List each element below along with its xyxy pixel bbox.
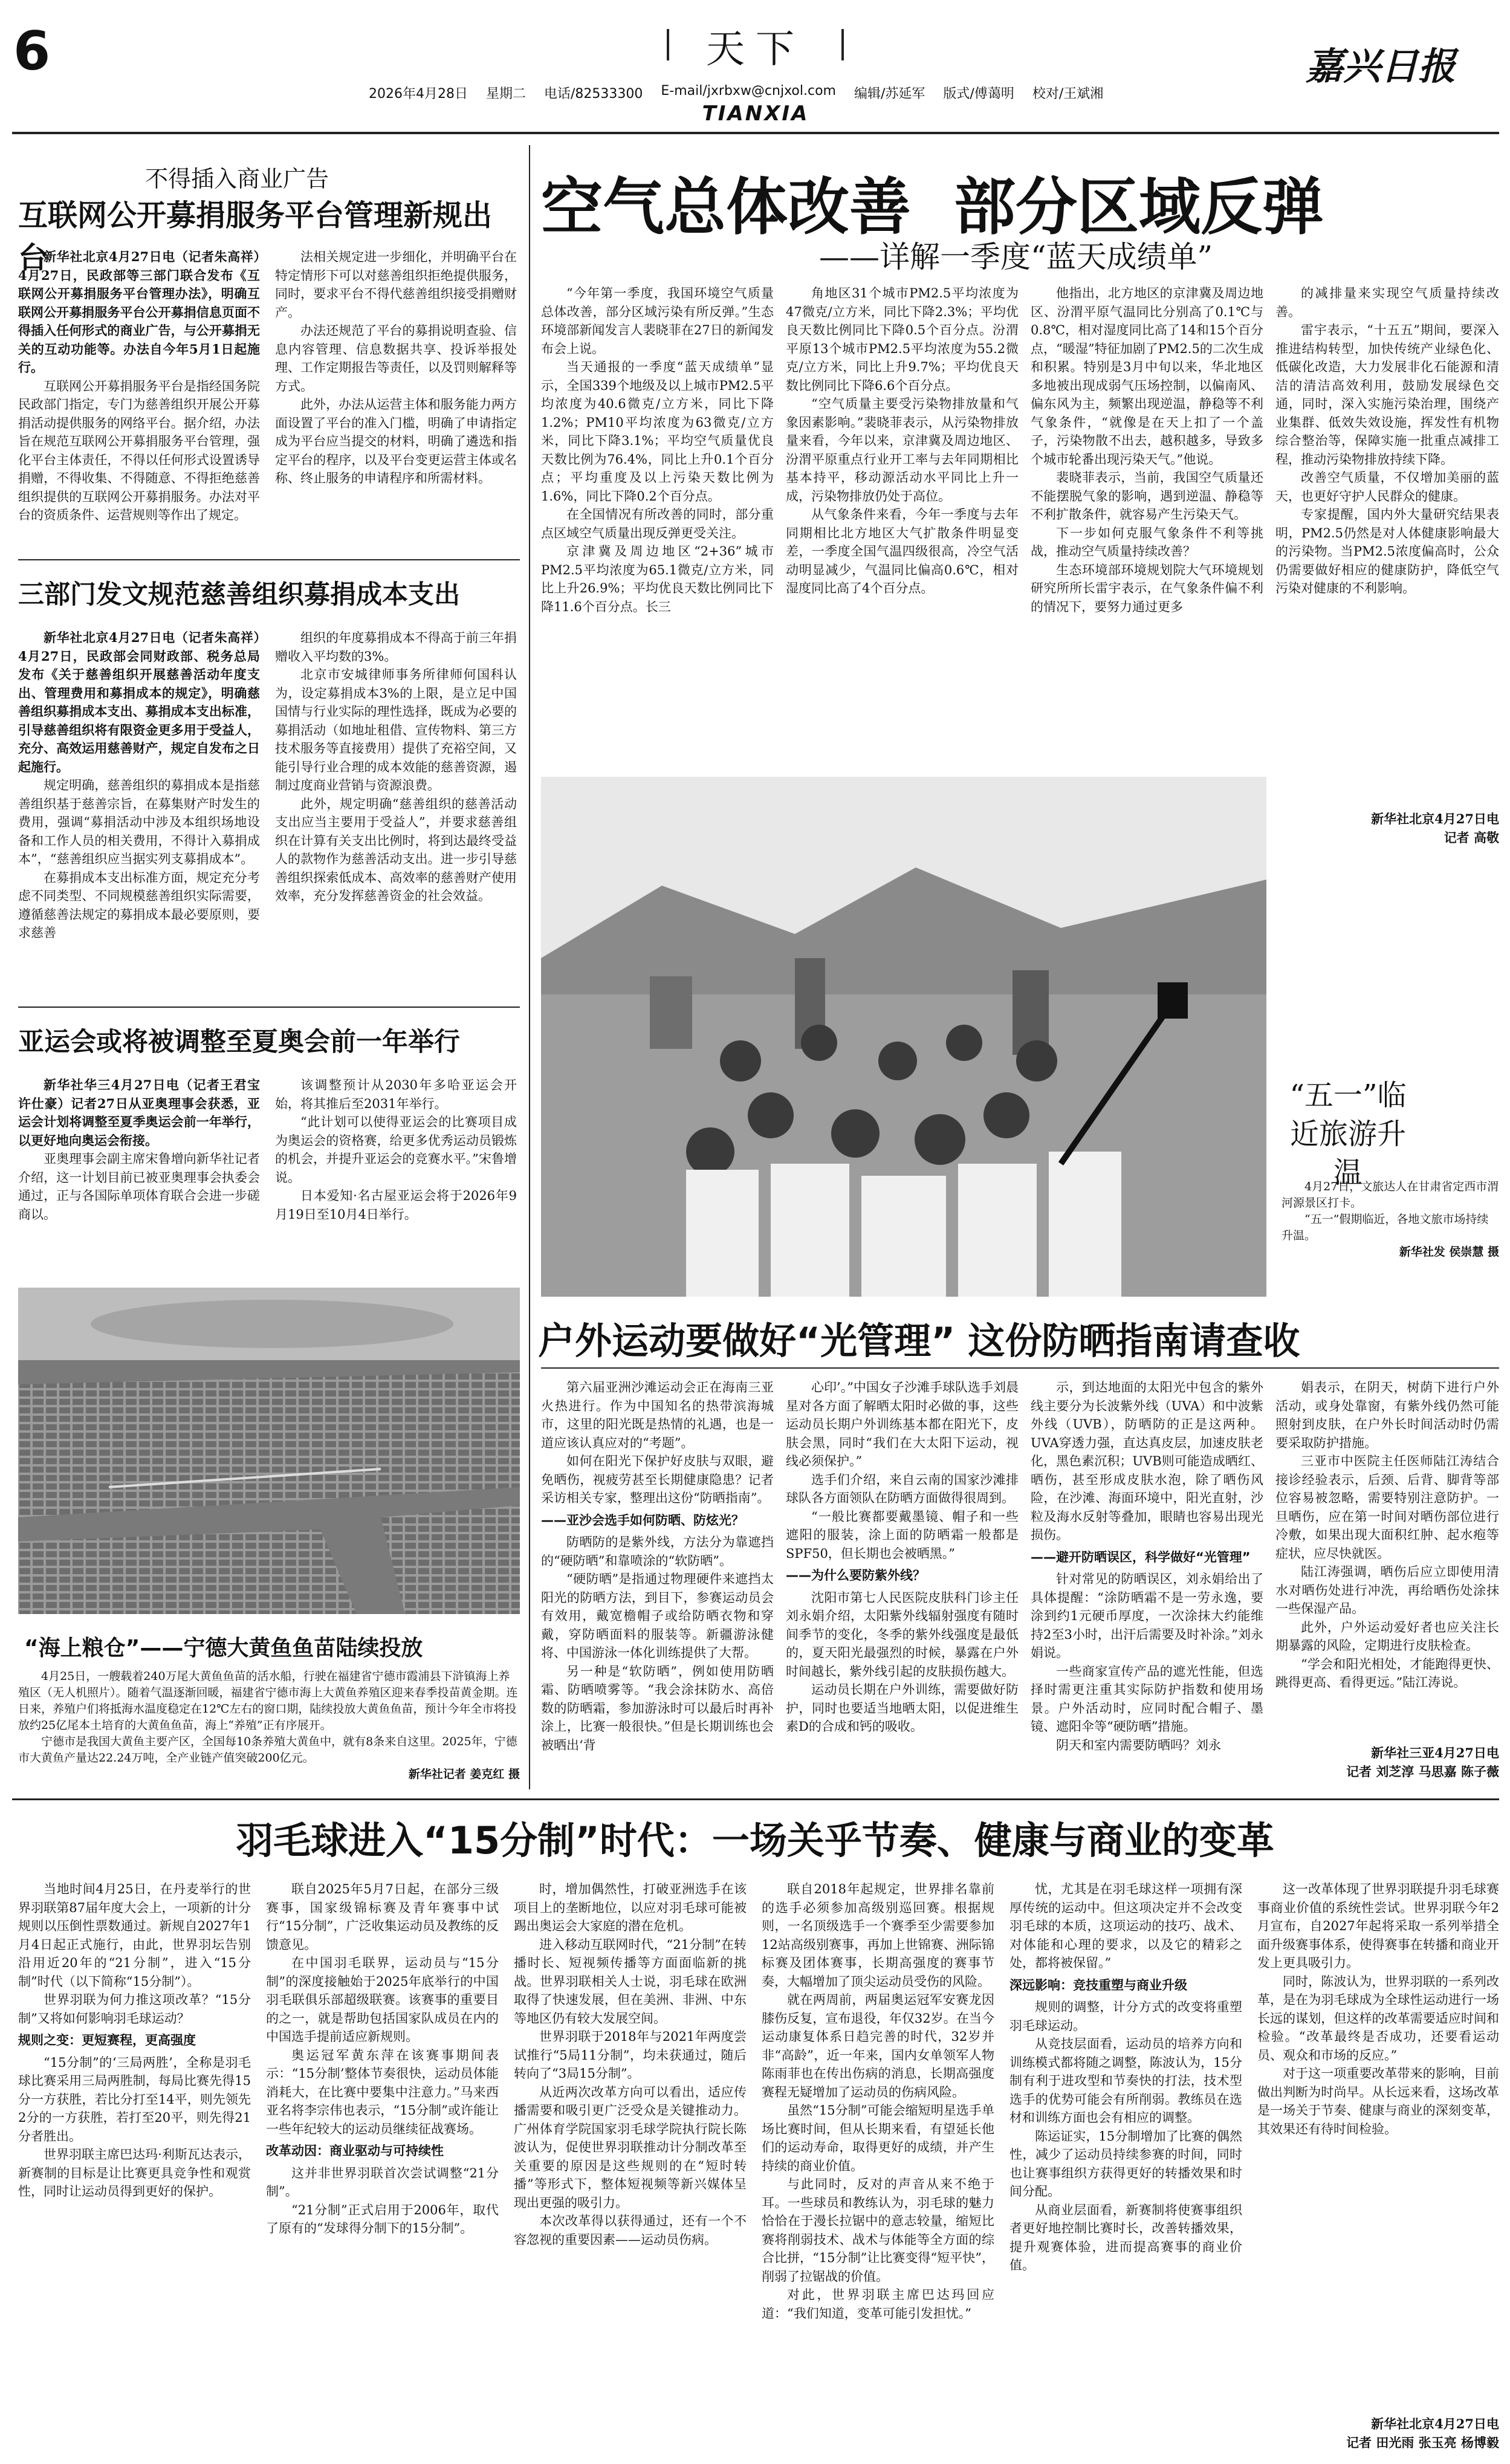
photo2-caption-p1: 4月27日，文旅达人在甘肃省定西市渭河源景区打卡。 bbox=[1282, 1180, 1499, 1210]
a5-c2-p1: 心印’。”中国女子沙滩手球队选手刘晨星对各方面了解晒太阳时必做的事，这些运动员长期户外训练基本都在阳光下，皮肤会黑，同时“我们在大太阳下运动，视线必须保护。” bbox=[786, 1380, 1019, 1468]
a4-c4-p1: 的减排量来实现空气质量持续改善。 bbox=[1275, 286, 1499, 319]
masthead-logo: 嘉兴日报 bbox=[1306, 44, 1456, 88]
a5-top-rule bbox=[541, 1367, 1499, 1369]
a6-reporters: 记者 田光雨 张玉亮 杨博毅 bbox=[1346, 2434, 1499, 2450]
section-bar-left bbox=[667, 29, 669, 60]
a3-p1: 新华社华三4月27日电（记者王君宝 许仕豪）记者27日从亚奥理事会获悉，亚运会计划将调整至夏季奥运会前一年举行，以更好地向奥运会衔接。 bbox=[18, 1077, 260, 1148]
a4-c1-p2: 当天通报的一季度“蓝天成绩单”显示，全国339个地级及以上城市PM2.5平均浓度为40.6微克/立方米，同比下降1.2%；PM10平均浓度为63微克/立方米，同比下降3.1%；平均空气质量优良天数比例为76.4%，同比上升0.1个百分点；平均重度及以上污染天数比例为1.6%，同比下降0.2个百分点。 bbox=[541, 360, 774, 504]
a4-title: 空气总体改善 部分区域反弹 bbox=[541, 172, 1324, 244]
a4-c3-p4: 生态环境部环境规划院大气环境规划研究所所长雷宇表示，在气象条件偏不利的情况下，要努力通过更多 bbox=[1031, 562, 1263, 614]
info-layout: 版式/傅蔼明 bbox=[943, 86, 1014, 102]
a2-divider bbox=[18, 1007, 520, 1008]
a5-c2-p2: 选手们介绍，来自云南的国家沙滩排球队各方面领队在防晒方面做得很周到。 bbox=[786, 1472, 1019, 1505]
a4-col3 bbox=[1031, 284, 1263, 774]
a6-c6-p2: 同时，陈波认为，世界羽联的一系列改革，是在为羽毛球成为全球性运动进行一场长远的谋划，但这样的改革需要适应时间和检验。“改革最终是否成功，还要看运动员、观众和市场的反应。” bbox=[1257, 1974, 1499, 2063]
a5-c1-p3: 防晒防的是紫外线，方法分为靠遮挡的“硬防晒”和靠喷涂的“软防晒”。 bbox=[541, 1535, 774, 1568]
a2-col1 bbox=[18, 629, 260, 997]
a5-c3-p2: 针对常见的防晒误区，刘永娟给出了具体提醒：“涂防晒霜不是一劳永逸，要涂到约1元硬币厚度，一次涂抹大约能维持2至3小时，出汗后需要及时补涂。”刘永娟说。 bbox=[1031, 1572, 1263, 1660]
a6-c5-p1: 忧，尤其是在羽毛球这样一项拥有深厚传统的运动中。但这项决定并不会改变羽毛球的本质，这项运动的技巧、战术、对体能和心理的要求，以及它的精彩之处，都将被保留。” bbox=[1009, 1882, 1242, 1970]
info-editor: 编辑/苏延军 bbox=[854, 86, 925, 102]
a6-col5 bbox=[1009, 1880, 1242, 2454]
header-info-line bbox=[369, 83, 1366, 102]
a2-p1: 新华社北京4月27日电（记者朱高祥）4月27日，民政部会同财政部、税务总局发布《关于慈善组织开展慈善活动年度支出、管理费用和募捐成本的规定》，明确慈善组织募捐成本支出、募捐成本支出标准，引导慈善组织将有限资金更多用于受益人，充分、高效运用慈善财产，规定自发布之日起施行。 bbox=[18, 630, 260, 774]
section-title: 天下 bbox=[706, 27, 805, 72]
a1-title: 互联网公开募捐服务平台管理新规出台 bbox=[18, 198, 493, 275]
photo1-byline: 新华社记者 姜克红 摄 bbox=[408, 1768, 520, 1781]
a6-c4-p4: 与此同时，反对的声音从来不绝于耳。一些球员和教练认为，羽毛球的魅力恰恰在于漫长拉锯中的意志较量，缩短比赛将削弱技术、战术与体能等全方面的综合比拼，“15分制”让比赛变得“短平快”，削弱了拉锯战的价值。 bbox=[762, 2177, 994, 2284]
a1-p5: 此外，办法从运营主体和服务能力两方面设置了平台的准入门槛，明确了申请指定成为平台应当提交的材料，明确了遴选和指定平台的程序，以及平台变更运营主体或名称、终止服务的申请程序和所需材料。 bbox=[275, 397, 517, 485]
page-number: 6 bbox=[13, 20, 51, 82]
a5-c1-p4: “硬防晒”是指通过物理硬件来遮挡太阳光的防晒方法，到目下，参赛运动员会有效用，戴宽檐帽子或给防晒衣物和穿戴，穿防晒面料的服装等。新疆游泳健将、中国游泳一体化训练提供了大帮。 bbox=[541, 1572, 774, 1660]
a6-col3 bbox=[514, 1880, 747, 2454]
a2-title: 三部门发文规范慈善组织募捐成本支出 bbox=[18, 580, 460, 610]
photo2-caption-p2: “五一”假期临近，各地文旅市场持续升温。 bbox=[1282, 1213, 1489, 1242]
section-pinyin: TIANXIA bbox=[702, 102, 809, 126]
photo2-title: “五一”临近旅游升温 bbox=[1289, 1078, 1407, 1190]
a4-reporter: 记者 高敬 bbox=[1444, 829, 1499, 845]
a3-col2 bbox=[275, 1076, 517, 1257]
a6-c5-sub1: 深远影响：竞技重塑与商业升级 bbox=[1009, 1977, 1187, 1992]
a6-c4-p1: 联自2018年起规定，世界排名靠前的选手必须参加高级别巡回赛。根据规则，一名顶级选手一个赛季至少需要参加12站高级别赛事，再加上世锦赛、洲际锦标赛及团体赛事，长期高强度的赛事节奏，大幅增加了顶尖运动员受伤的风险。 bbox=[762, 1882, 994, 1989]
a5-c4-p4: 此外，户外运动爱好者也应关注长期暴露的风险，定期进行皮肤检查。 bbox=[1275, 1619, 1499, 1653]
a4-c2-p3: 从气象条件来看，今年一季度与去年同期相比北方地区大气扩散条件明显变差，一季度全国气温四级很高，冷空气活动明显减少，气温同比偏高0.6℃，相对湿度同比高了4个百分点。 bbox=[786, 507, 1019, 595]
a6-c4-p2: 就在两周前，两届奥运冠军安赛龙因膝伤反复，宣布退役，年仅32岁。在当今运动康复体系日趋完善的时代，32岁并非“高龄”，近一年来，国内女单领军人物陈雨菲也在传出伤病的消息，长期高强度赛程无疑增加了运动员的伤病风险。 bbox=[762, 1992, 994, 2099]
fish-farm-aerial-image bbox=[18, 1288, 520, 1614]
a6-col1 bbox=[18, 1880, 251, 2454]
a1-p3: 法相关规定进一步细化，并明确平台在特定情形下可以对慈善组织拒绝提供服务，同时，要求平台不得代慈善组织接受捐赠财产。 bbox=[275, 250, 517, 320]
a6-c3-p2: 进入移动互联网时代，“21分制”在转播时长、短视频传播等方面面临新的挑战。世界羽联相关人士说，羽毛球在欧洲取得了快速发展，但在美洲、非洲、中东等地区仍有较大发展空间。 bbox=[514, 1937, 747, 2026]
a5-c4-p1: 娟表示，在阴天，树荫下进行户外活动，或身处靠窗，有紫外线仍然可能照射到皮肤，在户外长时间活动时仍需要采取防护措施。 bbox=[1275, 1380, 1499, 1450]
a4-c3-p2: 裴晓菲表示，当前，我国空气质量还不能摆脱气象的影响，遇到逆温、静稳等不利扩散条件，就容易产生污染天气。 bbox=[1031, 470, 1263, 522]
fish-farm-photo bbox=[18, 1288, 520, 1614]
tourists-selfie-image bbox=[541, 777, 1266, 1297]
a6-c4-p3: 虽然“15分制”可能会缩短明星选手单场比赛时间，但从长期来看，有望延长他们的运动寿命，取得更好的成绩，并产生持续的商业价值。 bbox=[762, 2103, 994, 2173]
a3-col1 bbox=[18, 1076, 260, 1257]
info-weekday: 星期二 bbox=[485, 86, 526, 102]
a1-p4: 办法还规范了平台的募捐说明查验、信息内容管理、信息数据共享、投诉举报处理、工作定期报告等责任，以及罚则解释等方式。 bbox=[275, 323, 517, 394]
a6-col2 bbox=[266, 1880, 499, 2454]
a4-c1-p1: “今年第一季度，我国环境空气质量总体改善，部分区域污染有所反弹。”生态环境部新闻发言人裴晓菲在27日的新闻发布会上说。 bbox=[541, 286, 774, 356]
a6-byline: 新华社北京4月27日电 bbox=[1371, 2416, 1499, 2431]
a3-p3: 该调整预计从2030年多哈亚运会开始，将其推后至2031年举行。 bbox=[275, 1078, 517, 1111]
a4-col1 bbox=[541, 284, 774, 774]
a5-col3 bbox=[1031, 1378, 1263, 1789]
a6-c5-p4: 陈运证实，15分制增加了比赛的偶然性，减少了运动员持续参赛的时间，同时也让赛事组织方获得更好的转播效果和时间分配。 bbox=[1009, 2128, 1242, 2199]
photo2-caption bbox=[1282, 1179, 1499, 1260]
left-column-rule bbox=[529, 145, 530, 1789]
info-phone: 电话/82533300 bbox=[544, 86, 643, 102]
photo1-caption bbox=[18, 1668, 520, 1783]
a6-c2-p2: 在中国羽毛联界，运动员与“15分制”的深度接触始于2025年底举行的中国羽毛联俱乐部超级联赛。该赛事的重要目的之一，就是帮助包括国家队成员在内的中国选手提前适应新规则。 bbox=[266, 1956, 499, 2044]
a5-c3-p3: 一些商家宣传产品的遮光性能，但选择时需更注重其实际防护指数和使用场景。户外活动时，应同时配合帽子、墨镜、遮阳伞等“硬防晒”措施。 bbox=[1031, 1664, 1263, 1734]
a5-c2-p4: 沈阳市第七人民医院皮肤科门诊主任刘永娟介绍，太阳紫外线辐射强度有随时间季节的变化，冬季的紫外线强度是最低的，夏天阳光最强烈的时候，暴露在户外时间越长，紫外线引起的皮肤损伤越大。 bbox=[786, 1590, 1019, 1679]
a6-c5-p3: 从竞技层面看，运动员的培养方向和训练模式都将随之调整，陈波认为，15分制有利于进攻型和节奏快的打法，技术型选手的优势可能会有所削弱。教练员在选材和训练方面也会有相应的调整。 bbox=[1009, 2037, 1242, 2125]
a5-c1-p5: 另一种是“软防晒”，例如使用防晒霜、防晒喷雾等。“我会涂抹防水、高倍数的防晒霜，参加游泳时可以最后时再补涂上，比赛一般很快。”但是长期训练也会被晒出‘背 bbox=[541, 1664, 774, 1752]
header-rule bbox=[12, 132, 1499, 134]
a4-subtitle: ——详解一季度“蓝天成绩单” bbox=[819, 239, 1213, 274]
a3-p5: 日本爱知·名古屋亚运会将于2026年9月19日至10月4日举行。 bbox=[275, 1188, 517, 1222]
a5-c1-p1: 第六届亚洲沙滩运动会正在海南三亚火热进行。作为中国知名的热带滨海城市，这里的阳光既是热情的礼遇，也是一道应该认真应对的“考题”。 bbox=[541, 1380, 774, 1450]
a5-c1-sub1: ——亚沙会选手如何防晒、防炫光？ bbox=[541, 1512, 744, 1528]
a6-c1-p4: 世界羽联主席巴达玛·利斯瓦达表示，新赛制的目标是让比赛更具竞争性和观赏性，同时让运动员得到更好的保护。 bbox=[18, 2147, 251, 2199]
a5-c3-p1: 示，到达地面的太阳光中包含的紫外线主要分为长波紫外线（UVA）和中波紫外线（UVB），防晒防的正是这两种。UVA穿透力强，直达真皮层，加速皮肤老化，黑色素沉积；UVB则可能造成晒红、晒伤，甚至形成皮肤水泡，除了晒伤风险，在沙滩、海面环境中，阳光直射，沙粒及海水反射等叠加，眼睛也容易出现光损伤。 bbox=[1031, 1380, 1263, 1542]
a5-byline: 新华社三亚4月27日电 bbox=[1371, 1745, 1499, 1760]
a6-c6-p1: 这一改革体现了世界羽联提升羽毛球赛事商业价值的系统性尝试。世界羽联今年2月宣布，自2027年起将采取一系列举措全面升级赛事体系，使得赛事在转播和商业开发上更具吸引力。 bbox=[1257, 1882, 1499, 1970]
a6-c2-sub1: 改革动因：商业驱动与可持续性 bbox=[266, 2144, 444, 2158]
a6-c1-p3: “15分制”的‘三局两胜’，全称是羽毛球比赛采用三局两胜制，每局比赛先得15分一方获胜，若比分打至14平，则先领先2分的一方获胜，若打至20平，则先得21分者胜出。 bbox=[18, 2055, 251, 2144]
info-email: E-mail/jxrbxw@cnjxol.com bbox=[661, 83, 836, 99]
a5-col1 bbox=[541, 1378, 774, 1789]
a6-top-rule bbox=[12, 1798, 1499, 1800]
photo2-byline: 新华社发 侯崇慧 摄 bbox=[1399, 1245, 1499, 1259]
a5-title: 户外运动要做好“光管理” 这份防晒指南请查收 bbox=[538, 1320, 1300, 1363]
a5-col4 bbox=[1275, 1378, 1499, 1741]
a2-p3: 在募捐成本支出标准方面，规定充分考虑不同类型、不同规模慈善组织实际需要，遵循慈善法规定的募捐成本最必要原则，要求慈善 bbox=[18, 870, 260, 940]
a5-c4-p2: 三亚市中医院主任医师陆江涛结合接诊经验表示，后颈、后背、脚背等部位容易被忽略，需要特别注意防护。一旦晒伤，应在第一时间对晒伤部位进行冷敷，如果出现大面积红肿、起水疱等症状，应尽快就医。 bbox=[1275, 1454, 1499, 1561]
a5-c4-p3: 陆江涛强调，晒伤后应立即使用清水对晒伤处进行冲洗，再给晒伤处涂抹一些保湿产品。 bbox=[1275, 1564, 1499, 1616]
a6-c1-p2: 世界羽联为何力推这项改革？“15分制”又将如何影响羽毛球运动？ bbox=[18, 1992, 251, 2026]
a4-c4-p2: 雷宇表示，“十五五”期间，要深入推进结构转型，加快传统产业绿色化、低碳化改造，大力发展非化石能源和清洁的清洁高效利用，鼓励发展绿色交通，同时，深入实施污染治理，围绕产业集群、低效失效设施，挥发性有机物综合整治等，保障实施一批重点减排工程，推动污染物排放持续下降。 bbox=[1275, 323, 1499, 467]
a4-c4-p4: 专家提醒，国内外大量研究结果表明，PM2.5仍然是对人体健康影响最大的污染物。当PM2.5浓度偏高时，公众仍需要做好相应的健康防护，降低空气污染对健康的不利影响。 bbox=[1275, 507, 1499, 595]
a6-col6 bbox=[1257, 1880, 1499, 2412]
a5-byline-block bbox=[1209, 1744, 1499, 1786]
a6-c2-p4: 这并非世界羽联首次尝试调整“21分制”。 bbox=[266, 2165, 499, 2199]
a5-c2-p3: “一般比赛都要戴墨镜、帽子和一些遮阳的服装，涂上面的防晒霜一般都是SPF50，但长期也会被晒黑。” bbox=[786, 1509, 1019, 1561]
a6-c1-p1: 当地时间4月25日，在丹麦举行的世界羽联第87届年度大会上，一项新的计分规则以压倒性票数通过。新规自2027年1月4日起正式施行，由此，世界羽坛告别沿用近20年的“21分制”，进入“15分制”时代（以下简称“15分制”）。 bbox=[18, 1882, 251, 1989]
a3-title: 亚运会或将被调整至夏奥会前一年举行 bbox=[18, 1027, 460, 1057]
a2-p6: 此外，规定明确“慈善组织的慈善活动支出应当主要用于受益人”，并要求慈善组织在计算有关支出比例时，将到达最终受益人的款物作为慈善活动支出。进一步引导慈善组织探索低成本、高效率的慈善财产使用效率，充分发挥慈善资金的社会效益。 bbox=[275, 796, 517, 903]
a2-p4: 组织的年度募捐成本不得高于前三年捐赠收入平均数的3%。 bbox=[275, 631, 517, 664]
a6-c3-p1: 时，增加偶然性，打破亚洲选手在该项目上的垄断地位，以应对羽毛球可能被踢出奥运会大家庭的潜在危机。 bbox=[514, 1882, 747, 1933]
a2-p5: 北京市安城律师事务所律师何国科认为，设定募捐成本3%的上限，是立足中国国情与行业实际的理性选择，既成为必要的募捐活动（如地址租借、宣传物料、第三方技术服务等直接费用）提供了充裕空间，又能引导行业合理的成本效能的慈善资源，遏制过度商业营销与资源浪费。 bbox=[275, 667, 517, 793]
photo1-title: “海上粮仓”——宁德大黄鱼鱼苗陆续投放 bbox=[24, 1636, 423, 1661]
a6-c5-p2: 规则的调整，计分方式的改变将重塑羽毛球运动。 bbox=[1009, 2000, 1242, 2033]
a4-c2-p2: “空气质量主要受污染物排放量和气象因素影响。”裴晓菲表示，从污染物排放量来看，今年以来，京津冀及周边地区、汾渭平原重点行业开工率与去年同期相比基本持平，移动源活动水平同比上升一成，污染物排放仍处于高位。 bbox=[786, 397, 1019, 504]
a1-divider bbox=[18, 559, 520, 560]
a1-col2 bbox=[275, 248, 517, 550]
a1-col1 bbox=[18, 248, 260, 550]
a6-col4 bbox=[762, 1880, 994, 2454]
a4-c4-p3: 改善空气质量，不仅增加美丽的蓝天，也更好守护人民群众的健康。 bbox=[1275, 470, 1499, 504]
a5-c1-p2: 如何在阳光下保护好皮肤与双眼，避免晒伤，视疲劳甚至长期健康隐患？记者采访相关专家，整理出这份“防晒指南”。 bbox=[541, 1454, 774, 1505]
tourism-photo bbox=[541, 777, 1266, 1297]
a5-c4-p5: “学会和阳光相处，才能跑得更快、跳得更高、看得更远。”陆江涛说。 bbox=[1275, 1656, 1499, 1690]
a6-c4-p5: 对此，世界羽联主席巴达玛回应道：“我们知道，变革可能引发担忧。” bbox=[762, 2287, 994, 2321]
a5-reporters: 记者 刘芝淳 马思嘉 陈子薇 bbox=[1346, 1763, 1499, 1779]
a6-c6-p3: 对于这一项重要改革带来的影响，目前做出判断为时尚早。从长远来看，这场改革是一场关于节奏、健康与商业的深刻变革，其效果还有待时间检验。 bbox=[1257, 2066, 1499, 2136]
a4-col4 bbox=[1275, 284, 1499, 804]
a6-c3-p3: 世界羽联于2018年与2021年两度尝试推行“5局11分制”，均未获通过，随后转向了“3局15分制”。 bbox=[514, 2029, 747, 2081]
a6-c5-p5: 从商业层面看，新赛制将使赛事组织者更好地控制比赛时长，改善转播效果，提升观赛体验，进而提高赛事的商业价值。 bbox=[1009, 2202, 1242, 2272]
a4-byline-block bbox=[1275, 810, 1499, 852]
a3-p2: 亚奥理事会副主席宋鲁增向新华社记者介绍，这一计划目前已被亚奥理事会执委会通过，正与各国际单项体育联合会进一步磋商以。 bbox=[18, 1152, 260, 1222]
a6-c1-sub1: 规则之变：更短赛程，更高强度 bbox=[18, 2033, 196, 2047]
a4-col2 bbox=[786, 284, 1019, 774]
a1-p1: 新华社北京4月27日电（记者朱高祥）4月27日，民政部等三部门联合发布《互联网公开募捐服务平台管理办法》，明确互联网公开募捐服务平台公开募捐信息页面不得插入任何形式的商业广告，与公开募捐无关的互动功能等。办法自今年5月1日起施行。 bbox=[18, 249, 260, 375]
a6-c2-p3: 奥运冠军黄东萍在该赛事期间表示：“15分制’整体节奏很快，运动员体能消耗大，在比赛中要集中注意力。”马来西亚名将李宗伟也表示，“15分制”或许能让一些年纪较大的运动员继续征战赛场。 bbox=[266, 2047, 499, 2136]
a6-c3-p5: 本次改革得以获得通过，还有一个不容忽视的重要因素——运动员伤病。 bbox=[514, 2214, 747, 2247]
a6-c3-p4: 从近两次改革方向可以看出，适应传播需要和吸引更广泛受众是关键推动力。广州体育学院国家羽毛球学院执行院长陈波认为，促使世界羽联推动计分制改革至关重要的原因是这些规则的在“短时转播”等形式下，整体短视频等新兴媒体呈现出更强的吸引力。 bbox=[514, 2084, 747, 2210]
a6-c2-p1: 联自2025年5月7日起，在部分三级赛事，国家级锦标赛及青年赛事中试行“15分制”，广泛收集运动员及教练的反馈意见。 bbox=[266, 1882, 499, 1952]
a4-c1-p4: 京津冀及周边地区“2+36”城市PM2.5平均浓度为65.1微克/立方米，同比上升26.9%；平均优良天数比例同比下降11.6个百分点。长三 bbox=[541, 544, 774, 614]
a3-p4: “此计划可以使得亚运会的比赛项目成为奥运会的资格赛，给更多优秀运动员锻炼的机会，并提升亚运会的竞赛水平。”宋鲁增说。 bbox=[275, 1115, 517, 1185]
a6-c2-p5: “21分制”正式启用于2006年，取代了原有的“发球得分制下的15分制”。 bbox=[266, 2202, 499, 2235]
a2-col2 bbox=[275, 629, 517, 997]
a5-c2-sub1: ——为什么要防紫外线？ bbox=[786, 1568, 925, 1583]
photo1-caption-p2: 宁德市是我国大黄鱼主要产区，全国每10条养殖大黄鱼中，就有8条来自这里。2025年，宁德市大黄鱼产量达22.24万吨，全产业链产值突破200亿元。 bbox=[18, 1735, 517, 1765]
a5-c3-p4: 阴天和室内需要防晒吗？刘永 bbox=[1056, 1737, 1221, 1752]
info-date: 2026年4月28日 bbox=[369, 86, 468, 102]
a4-byline: 新华社北京4月27日电 bbox=[1371, 811, 1499, 826]
a1-kicker: 不得插入商业广告 bbox=[145, 166, 329, 192]
a4-c3-p3: 下一步如何克服气象条件不利等挑战，推动空气质量持续改善？ bbox=[1031, 525, 1263, 559]
a5-c2-p5: 运动员长期在户外训练，需要做好防护，同时也要适当地晒太阳，以促进维生素D的合成和钙的吸收。 bbox=[786, 1682, 1019, 1734]
info-proof: 校对/王斌湘 bbox=[1032, 86, 1104, 102]
a5-c3-sub1: ——避开防晒误区，科学做好“光管理” bbox=[1031, 1549, 1251, 1564]
a4-c2-p1: 角地区31个城市PM2.5平均浓度为47微克/立方米，同比下降2.3%；平均优良天数比例同比下降0.5个百分点。汾渭平原13个城市PM2.5平均浓度为55.2微克/立方米，同比上升9.7%；平均优良天数比例同比下降6.6个百分点。 bbox=[786, 286, 1019, 393]
a6-byline-block bbox=[1209, 2415, 1499, 2457]
a6-title: 羽毛球进入“15分制”时代：一场关乎节奏、健康与商业的变革 bbox=[236, 1818, 1274, 1863]
a4-c1-p3: 在全国情况有所改善的同时，部分重点区域空气质量出现反弹更受关注。 bbox=[541, 507, 774, 540]
section-bar-right bbox=[841, 29, 844, 60]
a2-p2: 规定明确，慈善组织的募捐成本是指慈善组织基于慈善宗旨，在募集财产时发生的费用，强调“募捐活动中涉及本组织场地设备和工作人员的相关费用，不得计入募捐成本”，“慈善组织应当据实列支募捐成本”。 bbox=[18, 778, 260, 866]
photo1-caption-p1: 4月25日，一艘载着240万尾大黄鱼鱼苗的活水船，行驶在福建省宁德市霞浦县下浒镇海上养殖区（无人机照片）。随着气温逐渐回暖，福建省宁德市海上大黄鱼养殖区迎来春季投苗黄金期。连日来，养殖户们将抵海水温度稳定在12℃左右的窗口期，陆续投放大黄鱼鱼苗，预计今年全市将投放约25亿尾本土培育的大黄鱼鱼苗，海上“养殖”正有序展开。 bbox=[18, 1670, 518, 1732]
a1-p2: 互联网公开募捐服务平台是指经国务院民政部门指定，专门为慈善组织开展公开募捐活动提供服务的网络平台。据介绍，办法旨在规范互联网公开募捐服务平台管理，强化平台主体责任，不得以任何形式设置诱导捐赠，不得收集、不得随意、不得拒绝慈善组织提供的互联网公开募捐服务。办法对平台的资质条件、运营规则等作出了规定。 bbox=[18, 378, 260, 522]
a5-col2 bbox=[786, 1378, 1019, 1789]
a4-c3-p1: 他指出，北方地区的京津冀及周边地区、汾渭平原气温同比分别高了0.1℃与0.8℃，相对湿度同比高了14和15个百分点，“暖湿”特征加剧了PM2.5的二次生成和积累。特别是3月中旬以来，华北地区多地被出现成弱气压场控制，以偏南风、偏东风为主，频繁出现逆温，静稳等不利气象条件，“就像是在天上扣了一个盖子，污染物散不出去，越积越多，导致多个城市轮番出现污染天气。”他说。 bbox=[1031, 286, 1263, 467]
